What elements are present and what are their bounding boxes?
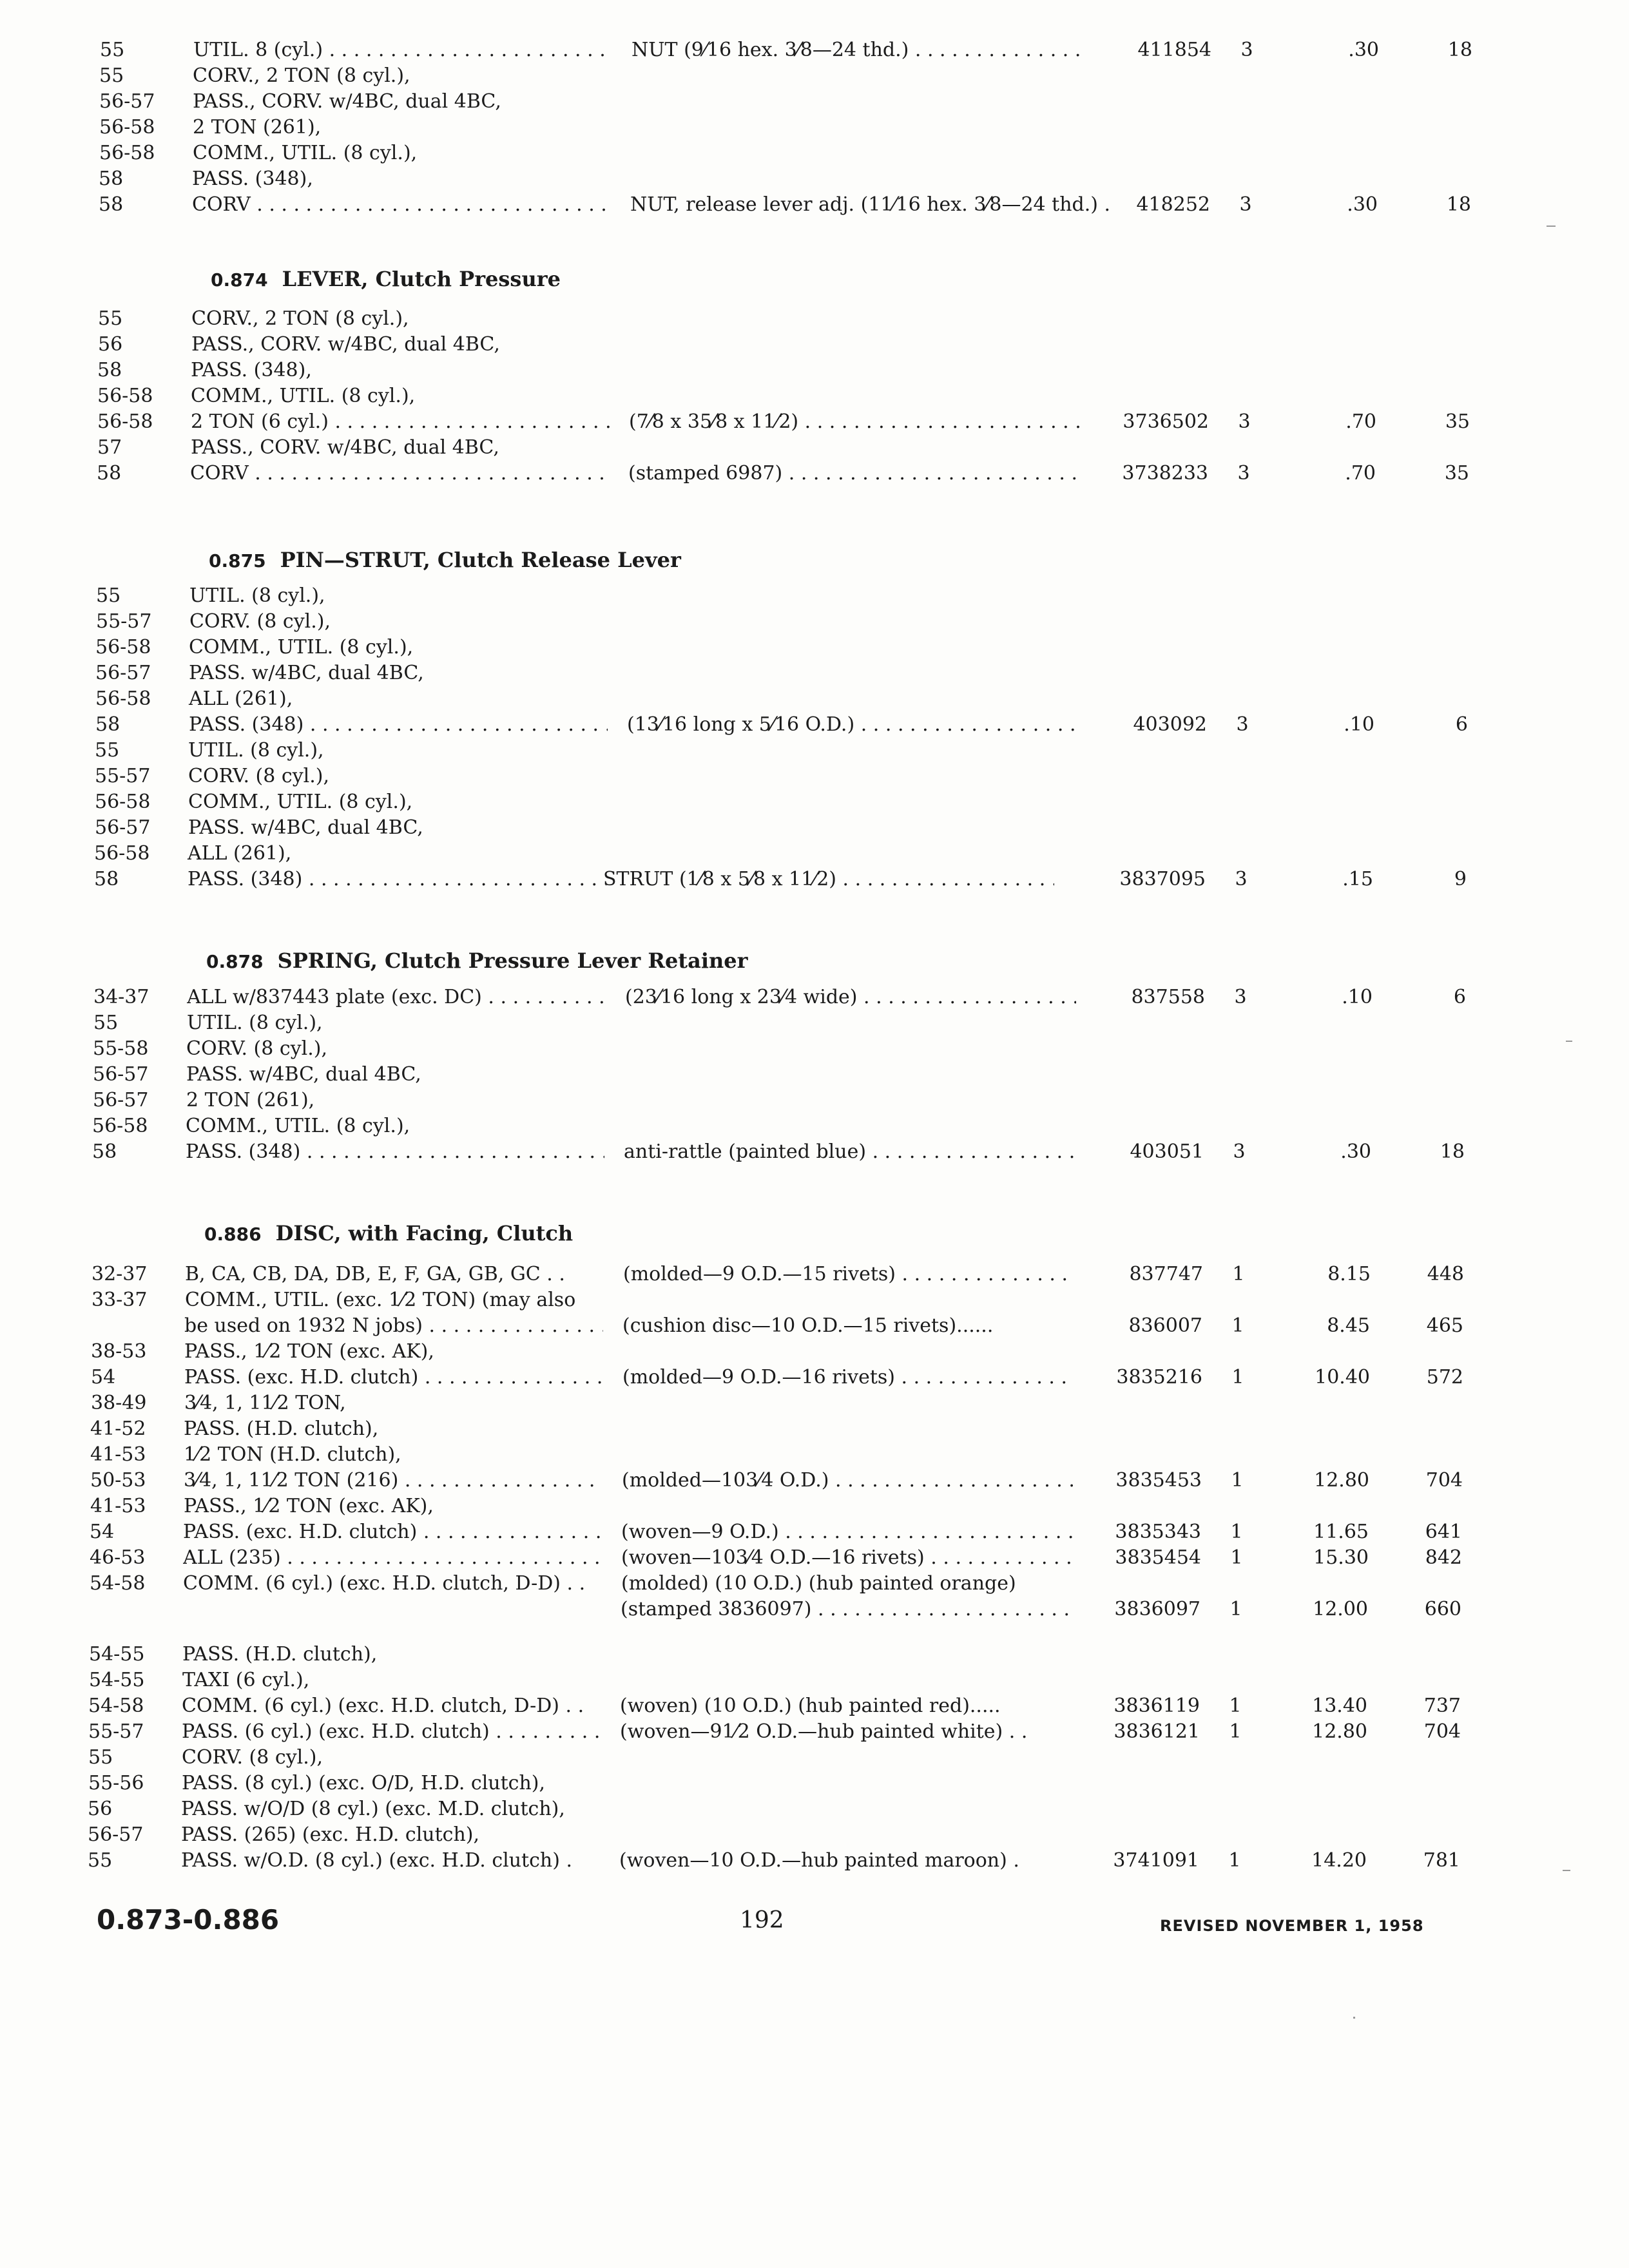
model-years: 55 xyxy=(88,1849,113,1872)
list-price: 12.00 xyxy=(1313,1598,1368,1620)
application: 3⁄4, 1, 11⁄2 TON (216) . . . xyxy=(184,1468,602,1494)
quantity: 1 xyxy=(1231,1366,1244,1389)
weight: 781 xyxy=(1423,1849,1460,1872)
weight: 6 xyxy=(1453,986,1466,1008)
application: COMM. (6 cyl.) (exc. H.D. clutch, D-D) . . xyxy=(183,1572,586,1595)
application: COMM., UTIL. (8 cyl.), xyxy=(188,791,413,813)
part-row xyxy=(0,660,1624,686)
model-years: 58 xyxy=(94,868,119,890)
application: PASS. w/4BC, dual 4BC, xyxy=(189,662,424,684)
application: CORV . . . xyxy=(190,461,609,486)
quantity: 3 xyxy=(1235,868,1248,890)
part-description: (woven) (10 O.D.) (hub painted red)..... xyxy=(620,1695,1001,1717)
application: PASS., CORV. w/4BC, dual 4BC, xyxy=(191,333,500,356)
quantity: 1 xyxy=(1230,1546,1243,1569)
part-row xyxy=(0,985,1623,1010)
weight: 572 xyxy=(1426,1366,1463,1389)
model-years: 58 xyxy=(95,713,120,736)
part-row xyxy=(0,738,1624,764)
list-price: 12.80 xyxy=(1314,1469,1369,1492)
part-row xyxy=(0,1545,1619,1571)
section-heading xyxy=(206,947,747,975)
part-number: 3835343 xyxy=(1115,1521,1201,1543)
model-years: 50-53 xyxy=(90,1469,146,1492)
part-description: NUT, release lever adj. (11⁄16 hex. 3⁄8—24 thd.) . xyxy=(630,193,1111,216)
section-title: SPRING, Clutch Pressure Lever Retainer xyxy=(277,948,748,973)
part-description: (woven—91⁄2 O.D.—hub painted white) . . xyxy=(620,1720,1028,1743)
application: PASS. w/4BC, dual 4BC, xyxy=(188,816,423,839)
part-row xyxy=(0,115,1628,140)
part-number: 411854 xyxy=(1137,39,1211,61)
list-price: 8.45 xyxy=(1327,1314,1370,1337)
section-number: 0.886 xyxy=(204,1224,262,1245)
quantity: 1 xyxy=(1229,1720,1242,1743)
list-price: .70 xyxy=(1345,410,1376,433)
model-years: 55-56 xyxy=(88,1772,144,1794)
weight: 448 xyxy=(1427,1263,1464,1285)
section-number: 0.875 xyxy=(209,550,266,572)
application: PASS. (H.D. clutch), xyxy=(184,1418,379,1440)
model-years: 56-58 xyxy=(99,116,155,139)
section-number: 0.878 xyxy=(206,951,264,972)
part-description: (molded—103⁄4 O.D.) . . . xyxy=(622,1468,1073,1494)
part-row xyxy=(0,1442,1619,1468)
model-years: 55 xyxy=(98,307,123,330)
application: TAXI (6 cyl.), xyxy=(182,1669,310,1691)
weight: 9 xyxy=(1454,868,1467,890)
part-row xyxy=(0,1339,1620,1365)
application: COMM., UTIL. (8 cyl.), xyxy=(186,1115,410,1137)
model-years: 55 xyxy=(99,64,124,87)
part-row xyxy=(0,1313,1620,1339)
part-number: 403051 xyxy=(1130,1140,1204,1163)
list-price: .30 xyxy=(1347,193,1378,216)
part-row xyxy=(0,358,1626,383)
model-years: 58 xyxy=(99,168,124,190)
application: PASS. (6 cyl.) (exc. H.D. clutch) . . . xyxy=(182,1719,601,1745)
part-description: (23⁄16 long x 23⁄4 wide) . . . xyxy=(625,985,1076,1010)
model-years: 56-58 xyxy=(99,142,155,164)
part-row xyxy=(0,140,1628,166)
part-row xyxy=(0,1771,1617,1796)
list-price: 15.30 xyxy=(1313,1546,1369,1569)
application: B, CA, CB, DA, DB, E, F, GA, GB, GC . . xyxy=(185,1263,565,1285)
model-years: 33-37 xyxy=(92,1289,148,1311)
list-price: 14.20 xyxy=(1311,1849,1367,1872)
application: PASS. w/4BC, dual 4BC, xyxy=(186,1063,421,1086)
application: UTIL. (8 cyl.), xyxy=(187,1012,323,1034)
model-years: 38-49 xyxy=(91,1392,147,1414)
list-price: 13.40 xyxy=(1312,1695,1367,1717)
application: COMM. (6 cyl.) (exc. H.D. clutch, D-D) . . xyxy=(182,1695,584,1717)
part-row xyxy=(0,841,1623,867)
application: ALL w/837443 plate (exc. DC) . . . xyxy=(187,985,606,1010)
quantity: 1 xyxy=(1231,1469,1244,1492)
application: PASS. (348) . . . xyxy=(186,1139,604,1165)
application: ALL (261), xyxy=(188,842,292,865)
section-title: PIN—STRUT, Clutch Release Lever xyxy=(280,548,681,572)
weight: 35 xyxy=(1444,462,1469,485)
quantity: 1 xyxy=(1228,1849,1241,1872)
application: CORV. (8 cyl.), xyxy=(186,1037,328,1060)
part-row xyxy=(0,192,1628,218)
part-description: (woven—9 O.D.) . . . xyxy=(621,1519,1072,1545)
quantity: 1 xyxy=(1229,1695,1242,1717)
part-row xyxy=(0,1494,1619,1519)
model-years: 56-57 xyxy=(99,90,155,113)
part-row xyxy=(0,1642,1618,1667)
part-row xyxy=(0,37,1629,63)
application: 3⁄4, 1, 11⁄2 TON, xyxy=(184,1392,346,1414)
part-number: 836007 xyxy=(1128,1314,1202,1337)
model-years: 41-53 xyxy=(90,1495,146,1517)
revision-date: REVISED NOVEMBER 1, 1958 xyxy=(1160,1917,1424,1935)
part-row xyxy=(0,166,1628,192)
part-row xyxy=(0,1796,1617,1822)
part-description: (molded—9 O.D.—16 rivets) . . . xyxy=(622,1365,1074,1390)
model-years: 55 xyxy=(96,584,121,607)
application: PASS., 1⁄2 TON (exc. AK), xyxy=(184,1340,434,1363)
weight: 704 xyxy=(1423,1720,1461,1743)
quantity: 3 xyxy=(1234,986,1247,1008)
part-description: (molded—9 O.D.—15 rivets) . . . xyxy=(623,1262,1074,1287)
model-years: 55 xyxy=(95,739,120,762)
model-years: 55 xyxy=(88,1746,113,1769)
list-price: 11.65 xyxy=(1313,1521,1369,1543)
part-description: (stamped 6987) . . . xyxy=(628,461,1079,486)
part-row xyxy=(0,1287,1621,1313)
quantity: 1 xyxy=(1230,1521,1243,1543)
quantity: 3 xyxy=(1240,39,1253,61)
model-years: 54-58 xyxy=(88,1695,144,1717)
application: COMM., UTIL. (8 cyl.), xyxy=(191,385,416,407)
part-row xyxy=(0,461,1626,486)
part-row xyxy=(0,1719,1617,1745)
part-description: (woven—103⁄4 O.D.—16 rivets) . . . xyxy=(621,1545,1072,1571)
application: CORV. (8 cyl.), xyxy=(189,610,331,633)
model-years: 38-53 xyxy=(91,1340,147,1363)
application: PASS. (348), xyxy=(192,168,313,190)
part-row xyxy=(0,1693,1617,1719)
list-price: .10 xyxy=(1342,986,1373,1008)
quantity: 3 xyxy=(1238,410,1251,433)
part-number: 3736502 xyxy=(1123,410,1209,433)
part-description: NUT (9⁄16 hex. 3⁄8—24 thd.) . . . xyxy=(631,37,1083,63)
weight: 465 xyxy=(1426,1314,1463,1337)
application: PASS. (8 cyl.) (exc. O/D, H.D. clutch), xyxy=(182,1772,546,1794)
part-number: 837558 xyxy=(1131,986,1205,1008)
part-number: 418252 xyxy=(1136,193,1210,216)
application: CORV . . . xyxy=(192,192,611,218)
model-years: 56 xyxy=(88,1798,113,1820)
part-number: 3835453 xyxy=(1115,1469,1202,1492)
part-row xyxy=(0,1667,1618,1693)
scan-speck xyxy=(1547,226,1556,227)
application: be used on 1932 N jobs) . . . xyxy=(184,1313,603,1339)
part-number: 3836121 xyxy=(1113,1720,1200,1743)
part-row xyxy=(0,1571,1619,1597)
weight: 35 xyxy=(1445,410,1470,433)
model-years: 56-58 xyxy=(95,636,151,658)
part-description: STRUT (1⁄8 x 5⁄8 x 11⁄2) . . . xyxy=(603,867,1054,892)
part-row xyxy=(0,1113,1621,1139)
part-row xyxy=(0,89,1628,115)
part-row xyxy=(0,583,1625,609)
model-years: 34-37 xyxy=(93,986,149,1008)
part-row xyxy=(0,1822,1617,1848)
section-number: 0.874 xyxy=(211,269,268,291)
model-years: 56-58 xyxy=(97,410,153,433)
part-row xyxy=(0,1848,1617,1874)
model-years: 41-52 xyxy=(90,1418,146,1440)
application: 1⁄2 TON (H.D. clutch), xyxy=(184,1443,401,1466)
application: COMM., UTIL. (8 cyl.), xyxy=(193,142,418,164)
part-description: (woven—10 O.D.—hub painted maroon) . xyxy=(619,1849,1019,1872)
application: PASS. (exc. H.D. clutch) . . . xyxy=(183,1519,602,1545)
application: PASS. w/O.D. (8 cyl.) (exc. H.D. clutch) . xyxy=(181,1849,573,1872)
model-years: 56-58 xyxy=(95,687,151,710)
weight: 737 xyxy=(1423,1695,1461,1717)
application: PASS. (348) . . . xyxy=(189,712,608,738)
section-title: DISC, with Facing, Clutch xyxy=(275,1221,574,1245)
part-number: 3836119 xyxy=(1113,1695,1200,1717)
part-row xyxy=(0,764,1624,789)
model-years: 55-58 xyxy=(93,1037,149,1060)
part-description: (cushion disc—10 O.D.—15 rivets)...... xyxy=(622,1314,994,1337)
part-row xyxy=(0,1062,1622,1088)
model-years: 56-58 xyxy=(94,842,150,865)
application: PASS. (348), xyxy=(191,359,312,381)
part-description: (molded) (10 O.D.) (hub painted orange) xyxy=(621,1572,1016,1595)
list-price: 8.15 xyxy=(1327,1263,1371,1285)
model-years: 56-57 xyxy=(88,1823,144,1846)
model-years: 58 xyxy=(97,462,122,485)
weight: 18 xyxy=(1440,1140,1465,1163)
weight: 704 xyxy=(1425,1469,1463,1492)
quantity: 3 xyxy=(1233,1140,1246,1163)
weight: 842 xyxy=(1425,1546,1462,1569)
part-row xyxy=(0,1468,1619,1494)
application: CORV. (8 cyl.), xyxy=(188,765,330,787)
model-years: 56-58 xyxy=(95,791,151,813)
part-row xyxy=(0,1745,1617,1771)
weight: 18 xyxy=(1447,39,1472,61)
model-years: 55-57 xyxy=(96,610,152,633)
quantity: 1 xyxy=(1232,1263,1245,1285)
part-row xyxy=(0,1088,1622,1113)
section-range: 0.873-0.886 xyxy=(97,1904,280,1936)
application: PASS. (exc. H.D. clutch) . . . xyxy=(184,1365,603,1390)
part-number: 3835454 xyxy=(1115,1546,1201,1569)
application: ALL (261), xyxy=(189,687,293,710)
part-number: 3738233 xyxy=(1122,462,1208,485)
model-years: 57 xyxy=(97,436,122,459)
section-title: LEVER, Clutch Pressure xyxy=(282,267,561,291)
part-description: (7⁄8 x 35⁄8 x 11⁄2) . . . xyxy=(629,409,1080,435)
part-row xyxy=(0,1519,1619,1545)
model-years: 54-55 xyxy=(89,1643,145,1666)
application: PASS., 1⁄2 TON (exc. AK), xyxy=(184,1495,434,1517)
model-years: 56-57 xyxy=(95,662,151,684)
application: COMM., UTIL. (8 cyl.), xyxy=(189,636,414,658)
application: PASS. (H.D. clutch), xyxy=(182,1643,378,1666)
quantity: 1 xyxy=(1231,1314,1244,1337)
part-row xyxy=(0,1416,1619,1442)
list-price: .15 xyxy=(1342,868,1373,890)
part-row xyxy=(0,332,1627,358)
scan-speck xyxy=(1566,1041,1572,1042)
part-number: 3835216 xyxy=(1116,1366,1202,1389)
part-row xyxy=(0,1139,1621,1165)
part-row xyxy=(0,815,1624,841)
page-number: 192 xyxy=(740,1907,784,1934)
model-years: 54 xyxy=(90,1521,115,1543)
application: UTIL. 8 (cyl.) . . . xyxy=(193,37,612,63)
list-price: .70 xyxy=(1345,462,1376,485)
application: UTIL. (8 cyl.), xyxy=(188,739,324,762)
model-years: 54 xyxy=(91,1366,116,1389)
part-description: anti-rattle (painted blue) . . . xyxy=(624,1139,1075,1165)
part-row xyxy=(0,1597,1618,1622)
application: PASS. (348) . . . xyxy=(188,867,606,892)
application: UTIL. (8 cyl.), xyxy=(189,584,325,607)
part-row xyxy=(0,867,1623,892)
model-years: 58 xyxy=(97,359,122,381)
part-row xyxy=(0,1010,1623,1036)
application: PASS., CORV. w/4BC, dual 4BC, xyxy=(191,436,499,459)
model-years: 46-53 xyxy=(90,1546,146,1569)
weight: 660 xyxy=(1424,1598,1461,1620)
application: ALL (235) . . . xyxy=(183,1545,602,1571)
model-years: 55-57 xyxy=(88,1720,144,1743)
model-years: 56-58 xyxy=(92,1115,148,1137)
part-row xyxy=(0,63,1628,89)
model-years: 32-37 xyxy=(92,1263,148,1285)
list-price: 10.40 xyxy=(1315,1366,1370,1389)
list-price: .10 xyxy=(1344,713,1374,736)
model-years: 55 xyxy=(100,39,125,61)
section-heading xyxy=(204,1220,573,1248)
list-price: 12.80 xyxy=(1312,1720,1367,1743)
part-description: (13⁄16 long x 5⁄16 O.D.) . . . xyxy=(627,712,1078,738)
quantity: 3 xyxy=(1236,713,1249,736)
application: CORV., 2 TON (8 cyl.), xyxy=(193,64,410,87)
application: 2 TON (6 cyl.) . . . xyxy=(191,409,610,435)
model-years: 58 xyxy=(99,193,124,216)
part-number: 3836097 xyxy=(1114,1598,1200,1620)
weight: 641 xyxy=(1425,1521,1462,1543)
part-row xyxy=(0,635,1624,660)
model-years: 54-55 xyxy=(89,1669,145,1691)
quantity: 3 xyxy=(1239,193,1252,216)
application: PASS., CORV. w/4BC, dual 4BC, xyxy=(193,90,501,113)
model-years: 56 xyxy=(98,333,123,356)
part-row xyxy=(0,1262,1621,1287)
part-row xyxy=(0,1365,1620,1390)
part-row xyxy=(0,409,1626,435)
list-price: .30 xyxy=(1340,1140,1371,1163)
part-number: 837747 xyxy=(1129,1263,1203,1285)
application: 2 TON (261), xyxy=(193,116,322,139)
part-row xyxy=(0,1036,1622,1062)
part-row xyxy=(0,789,1624,815)
model-years: 56-58 xyxy=(97,385,153,407)
quantity: 3 xyxy=(1237,462,1250,485)
model-years: 56-57 xyxy=(93,1089,149,1111)
model-years: 55-57 xyxy=(95,765,151,787)
section-heading xyxy=(209,546,681,575)
application: CORV., 2 TON (8 cyl.), xyxy=(191,307,409,330)
model-years: 58 xyxy=(92,1140,117,1163)
scan-speck xyxy=(1563,1870,1570,1871)
model-years: 56-57 xyxy=(95,816,151,839)
part-row xyxy=(0,686,1624,712)
part-description: (stamped 3836097) . . . xyxy=(621,1597,1072,1622)
application: COMM., UTIL. (exc. 1⁄2 TON) (may also xyxy=(185,1289,576,1311)
application: PASS. (265) (exc. H.D. clutch), xyxy=(181,1823,480,1846)
model-years: 41-53 xyxy=(90,1443,146,1466)
application: 2 TON (261), xyxy=(186,1089,315,1111)
weight: 6 xyxy=(1455,713,1468,736)
quantity: 1 xyxy=(1229,1598,1242,1620)
part-row xyxy=(0,435,1626,461)
part-row xyxy=(0,1390,1620,1416)
part-number: 403092 xyxy=(1133,713,1207,736)
model-years: 55 xyxy=(93,1012,119,1034)
part-row xyxy=(0,609,1625,635)
part-row xyxy=(0,383,1626,409)
section-heading xyxy=(211,265,561,294)
weight: 18 xyxy=(1446,193,1471,216)
application: PASS. w/O/D (8 cyl.) (exc. M.D. clutch), xyxy=(181,1798,565,1820)
list-price: .30 xyxy=(1348,39,1379,61)
part-number: 3741091 xyxy=(1113,1849,1199,1872)
part-row xyxy=(0,306,1627,332)
application: CORV. (8 cyl.), xyxy=(182,1746,323,1769)
part-row xyxy=(0,712,1624,738)
model-years: 54-58 xyxy=(90,1572,146,1595)
part-number: 3837095 xyxy=(1119,868,1206,890)
scan-speck xyxy=(1353,2017,1355,2019)
model-years: 56-57 xyxy=(93,1063,149,1086)
